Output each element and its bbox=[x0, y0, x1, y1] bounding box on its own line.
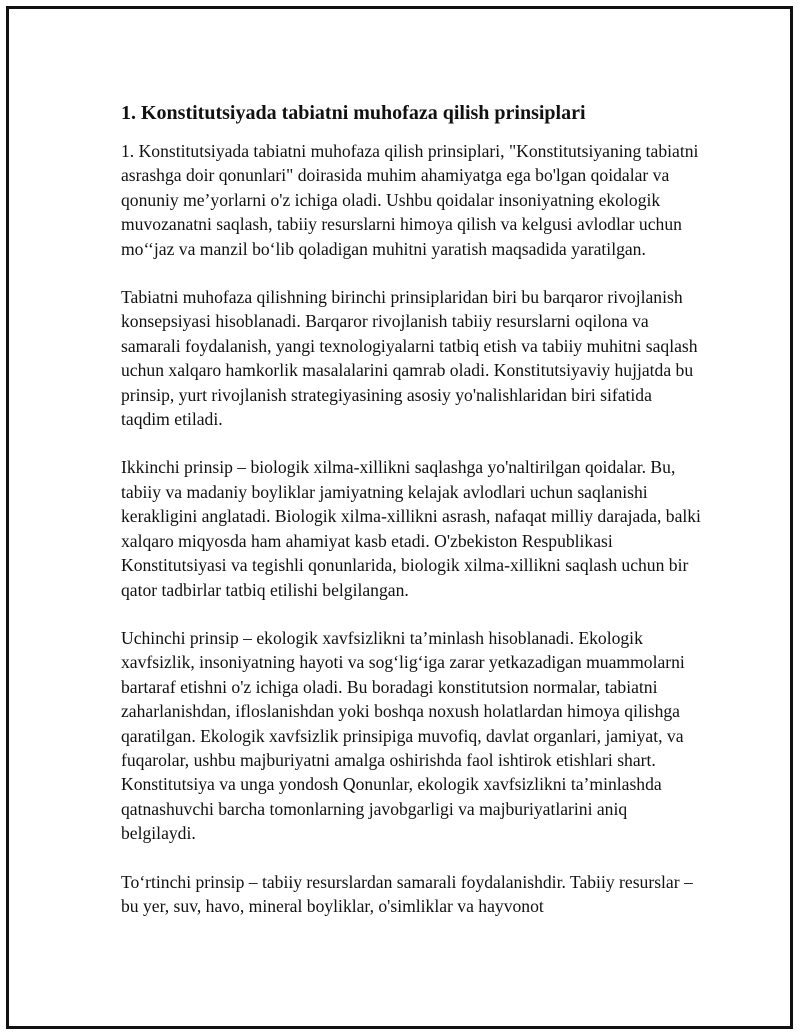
section-heading: 1. Konstitutsiyada tabiatni muhofaza qilish prinsiplari bbox=[121, 102, 586, 124]
paragraph-third-principle: Uchinchi prinsip – ekologik xavfsizlikni ta’minlash hisoblanadi. Ekologik xavfsizlik, insoniyatning hayoti va sog‘lig‘iga zarar yetkazadigan muammolarni bartaraf etishni o'z ichiga oladi. Bu boradagi konstitutsion normalar, tabiatni zaharlanishdan, ifloslanishdan yoki boshqa noxush holatlardan himoya qilishga qaratilgan. Ekologik xavfsizlik prinsipiga muvofiq, davlat organlari, jamiyat, va fuqarolar, ushbu majburiyatni amalga oshirishda faol ishtirok etishlari shart. Konstitutsiya va unga yondosh Qonunlar, ekologik xavfsizlikni ta’minlashda qatnashuvchi barcha tomonlarning javobgarligi va majburiyatlarini aniq belgilaydi. bbox=[121, 627, 685, 844]
paragraph-intro: 1. Konstitutsiyada tabiatni muhofaza qilish prinsiplari, "Konstitutsiyaning tabiatni asrashga doir qonunlari" doirasida muhim ahamiyatga ega bo'lgan qoidalar va qonuniy me’yorlarni o'z ichiga oladi. Ushbu qoidalar insoniyatning ekologik muvozanatni saqlash, tabiiy resurslarni himoya qilish va kelgusi avlodlar uchun mo‘‘jaz va manzil bo‘lib qoladigan muhitni yaratish maqsadida yaratilgan. bbox=[121, 141, 699, 259]
document-page bbox=[6, 6, 793, 1029]
paragraph-first-principle: Tabiatni muhofaza qilishning birinchi prinsiplaridan biri bu barqaror rivojlanish konsepsiyasi hisoblanadi. Barqaror rivojlanish tabiiy resurslarni oqilona va samarali foydalanish, yangi texnologiyalarni tatbiq etish va tabiiy muhitni saqlash uchun xalqaro hamkorlik masalalarini qamrab oladi. Konstitutsiyaviy hujjatda bu prinsip, yurt rivojlanish strategiyasining asosiy yo'nalishlaridan biri sifatida taqdim etiladi. bbox=[121, 287, 698, 430]
paragraph-fourth-principle: To‘rtinchi prinsip – tabiiy resurslardan samarali foydalanishdir. Tabiiy resurslar – bu yer, suv, havo, mineral boyliklar, o'simliklar va hayvonot bbox=[121, 871, 693, 916]
paragraph-second-principle: Ikkinchi prinsip – biologik xilma-xillikni saqlashga yo'naltirilgan qoidalar. Bu, tabiiy va madaniy boyliklar jamiyatning kelajak avlodlari uchun saqlanishi kerakligini anglatadi. Biologik xilma-xillikni asrash, nafaqat milliy darajada, balki xalqaro miqyosda ham ahamiyat kasb etadi. O'zbekiston Respublikasi Konstitutsiyasi va tegishli qonunlarida, biologik xilma-xillikni saqlash uchun bir qator tadbirlar tatbiq etilishi belgilangan. bbox=[121, 457, 701, 600]
document-body bbox=[121, 101, 701, 942]
